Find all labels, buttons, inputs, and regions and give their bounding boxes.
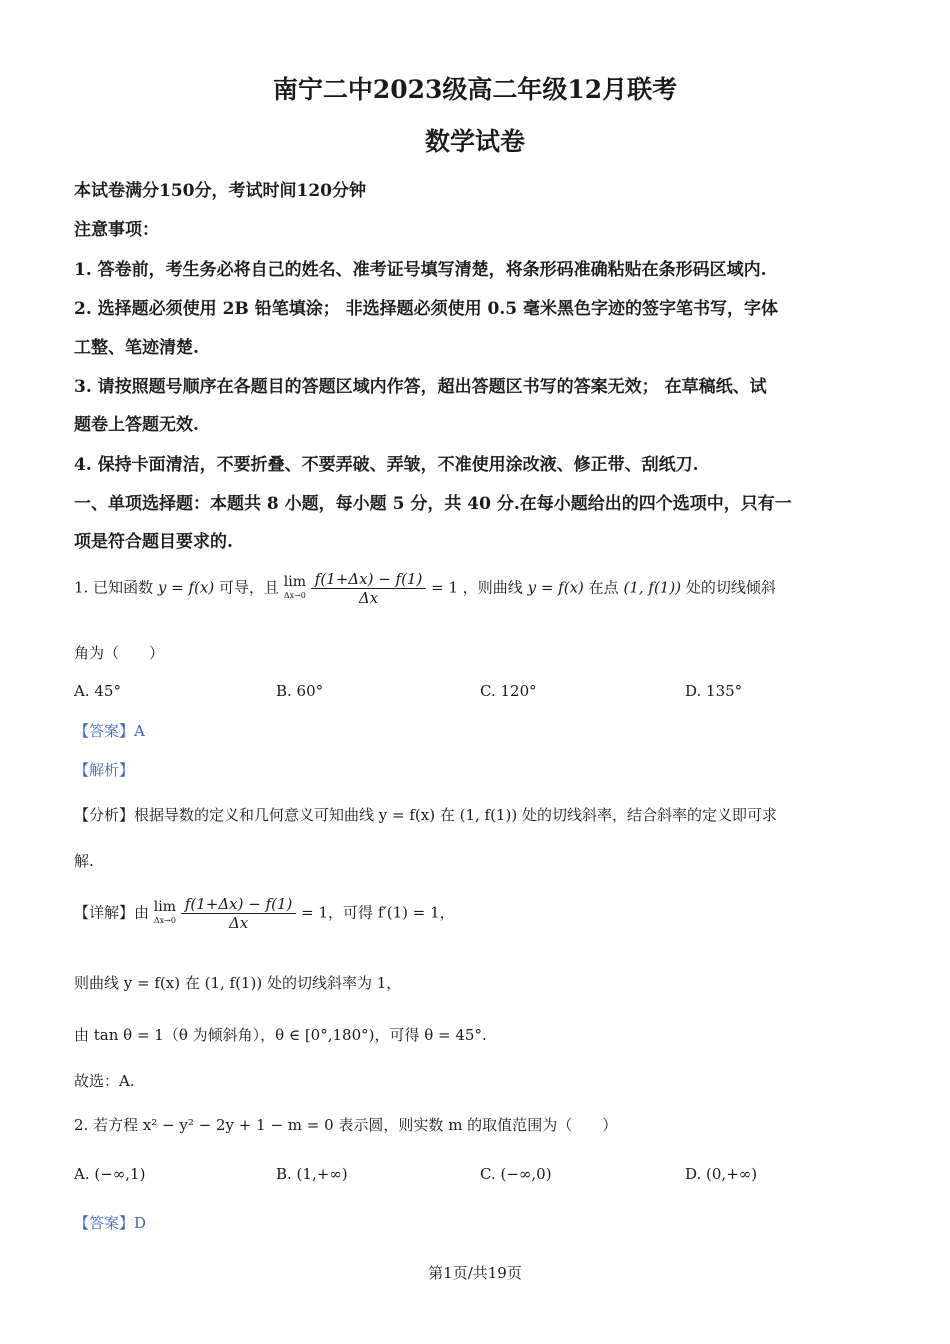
q1-option-c: C. 120° <box>480 682 537 700</box>
note-3-cont: 题卷上答题无效. <box>74 415 199 435</box>
q1-option-a: A. 45° <box>74 682 121 700</box>
q1-fenxi: 【分析】根据导数的定义和几何意义可知曲线 y = f(x) 在 (1, f(1)) 处的切线斜率，结合斜率的定义即可求 <box>74 806 777 824</box>
page-number: 第1页/共19页 <box>428 1264 522 1282</box>
q2-stem: 2. 若方程 x² − y² − 2y + 1 − m = 0 表示圆，则实数 m 的取值范围为（ ） <box>74 1116 618 1134</box>
q1-stem-cont: 角为（ ） <box>74 644 165 662</box>
q1-step-3: 由 tan θ = 1（θ 为倾斜角），θ ∈ [0°,180°)，可得 θ = 45°. <box>74 1026 487 1044</box>
note-3: 3. 请按照题号顺序在各题目的答题区域内作答，超出答题区书写的答案无效； 在草稿纸、试 <box>74 377 767 397</box>
q1-fenxi-cont: 解. <box>74 852 94 870</box>
q1-step-2: 则曲线 y = f(x) 在 (1, f(1)) 处的切线斜率为 1， <box>74 974 402 992</box>
q1-analysis-tag: 【解析】 <box>74 761 135 779</box>
note-4: 4. 保持卡面清洁，不要折叠、不要弄破、弄皱，不准使用涂改液、修正带、刮纸刀. <box>74 455 699 475</box>
q2-option-a: A. (−∞,1) <box>74 1165 146 1183</box>
q1-detail-fraction: $\frac{f(1+\Delta x) - f(1)}{\Delta x}$ <box>181 895 297 932</box>
q1-step-4: 故选：A. <box>74 1072 135 1090</box>
q1-fraction: $\frac{f(1+\Delta x) - f(1)}{\Delta x}$ <box>311 570 427 607</box>
exam-subtitle: 数学试卷 <box>424 127 525 156</box>
q1-option-d: D. 135° <box>685 682 743 700</box>
q1-option-b: B. 60° <box>276 682 324 700</box>
q1-limit: lim Δx→0 <box>283 573 306 600</box>
q2-answer: 【答案】D <box>74 1214 147 1232</box>
q1-answer: 【答案】A <box>74 722 145 740</box>
note-2: 2. 选择题必须使用 2B 铅笔填涂； 非选择题必须使用 0.5 毫米黑色字迹的签字笔书写，字体 <box>74 299 779 319</box>
q2-option-d: D. (0,+∞) <box>685 1165 758 1183</box>
note-2-cont: 工整、笔迹清楚. <box>74 338 199 358</box>
q1-stem: 1. 已知函数 y = f(x) 可导，且 lim Δx→0 $\frac{f(1+\Delta x) - f(1)}{\Delta x}$ = 1 ，则曲线 y = f(x) 在点 (1, f(1)) 处的切线倾斜 <box>74 570 776 607</box>
note-1: 1. 答卷前，考生务必将自己的姓名、准考证号填写清楚，将条形码准确粘贴在条形码区域内. <box>74 260 767 280</box>
q1-detail: 【详解】由 lim Δx→0 $\frac{f(1+\Delta x) - f(1)}{\Delta x}$ = 1，可得 f′(1) = 1， <box>74 895 455 932</box>
q2-option-b: B. (1,+∞) <box>276 1165 348 1183</box>
q2-option-c: C. (−∞,0) <box>480 1165 552 1183</box>
exam-meta: 本试卷满分150分，考试时间120分钟 <box>74 181 366 201</box>
section-heading: 一、单项选择题：本题共 8 小题，每小题 5 分，共 40 分.在每小题给出的四个选项中，只有一 <box>74 494 792 514</box>
exam-title: 南宁二中2023级高二年级12月联考 <box>272 75 678 104</box>
notes-heading: 注意事项： <box>74 220 159 240</box>
section-heading-cont: 项是符合题目要求的. <box>74 532 233 552</box>
q1-detail-limit: lim Δx→0 <box>153 898 177 925</box>
